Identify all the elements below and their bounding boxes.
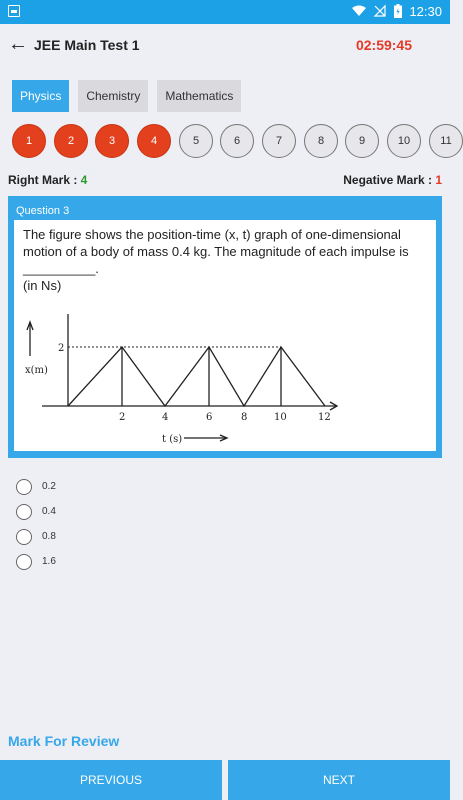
question-number-2[interactable]: 2 [54, 124, 88, 158]
option-d[interactable] [16, 549, 56, 574]
tab-chemistry[interactable]: Chemistry [78, 80, 148, 112]
option-label: 0.4 [42, 506, 56, 517]
position-time-graph [22, 310, 342, 445]
app-bar [0, 24, 450, 68]
x-tick-label: 6 [206, 412, 213, 423]
option-b[interactable] [16, 499, 56, 524]
answer-options [16, 474, 56, 574]
radio-button[interactable] [16, 529, 32, 545]
previous-button[interactable]: PREVIOUS [0, 760, 222, 800]
option-label: 1.6 [42, 556, 56, 567]
option-a[interactable] [16, 474, 56, 499]
y-axis-label: x(m) [25, 365, 48, 376]
question-number-11[interactable]: 11 [429, 124, 463, 158]
notification-icon [8, 5, 20, 17]
right-mark [8, 173, 87, 187]
battery-icon [394, 4, 402, 18]
option-label: 0.2 [42, 481, 56, 492]
option-label: 0.8 [42, 531, 56, 542]
mark-for-review-button[interactable]: Mark For Review [8, 733, 120, 749]
tab-mathematics[interactable]: Mathematics [157, 80, 241, 112]
right-mark-label: Right Mark : [8, 173, 81, 187]
x-tick-label: 4 [162, 412, 169, 423]
countdown-timer: 02:59:45 [355, 37, 412, 53]
question-number-3[interactable]: 3 [95, 124, 129, 158]
status-time: 12:30 [409, 4, 442, 19]
x-tick-label: 8 [241, 412, 248, 423]
position-curve [68, 347, 325, 406]
question-number-7[interactable]: 7 [262, 124, 296, 158]
question-number-10[interactable]: 10 [387, 124, 421, 158]
x-tick-label: 2 [119, 412, 126, 423]
question-number-1[interactable]: 1 [12, 124, 46, 158]
question-label: Question 3 [16, 205, 70, 217]
status-bar [0, 0, 450, 24]
negative-mark-label: Negative Mark : [343, 173, 436, 187]
question-number-5[interactable]: 5 [179, 124, 213, 158]
x-tick-label: 10 [274, 412, 287, 423]
no-signal-icon [374, 5, 386, 17]
negative-mark-value: 1 [435, 173, 442, 187]
wifi-icon [352, 5, 366, 17]
question-navigator [12, 124, 450, 160]
radio-button[interactable] [16, 504, 32, 520]
question-number-6[interactable]: 6 [220, 124, 254, 158]
negative-mark [343, 173, 442, 187]
question-body [14, 220, 436, 451]
status-icons [352, 4, 402, 18]
back-arrow-icon[interactable]: ← [8, 33, 28, 55]
test-title: JEE Main Test 1 [34, 37, 140, 53]
next-button[interactable]: NEXT [228, 760, 450, 800]
question-card [8, 196, 442, 458]
question-number-4[interactable]: 4 [137, 124, 171, 158]
y-tick-label: 2 [58, 343, 65, 354]
subject-tabs [12, 80, 241, 112]
question-number-9[interactable]: 9 [345, 124, 379, 158]
radio-button[interactable] [16, 554, 32, 570]
question-text-block [23, 226, 428, 294]
x-axis-label: t (s) [162, 434, 183, 445]
question-number-8[interactable]: 8 [304, 124, 338, 158]
tab-physics[interactable]: Physics [12, 80, 69, 112]
right-mark-value: 4 [80, 173, 88, 187]
radio-button[interactable] [16, 479, 32, 495]
x-tick-label: 12 [318, 412, 331, 423]
option-c[interactable] [16, 524, 56, 549]
question-unit-note: (in Ns) [23, 278, 62, 293]
question-text: The figure shows the position-time (x, t) graph of one-dimensional motion of a body of mass 0.4 kg. The magnitude of each impulse is __________. [23, 227, 409, 276]
